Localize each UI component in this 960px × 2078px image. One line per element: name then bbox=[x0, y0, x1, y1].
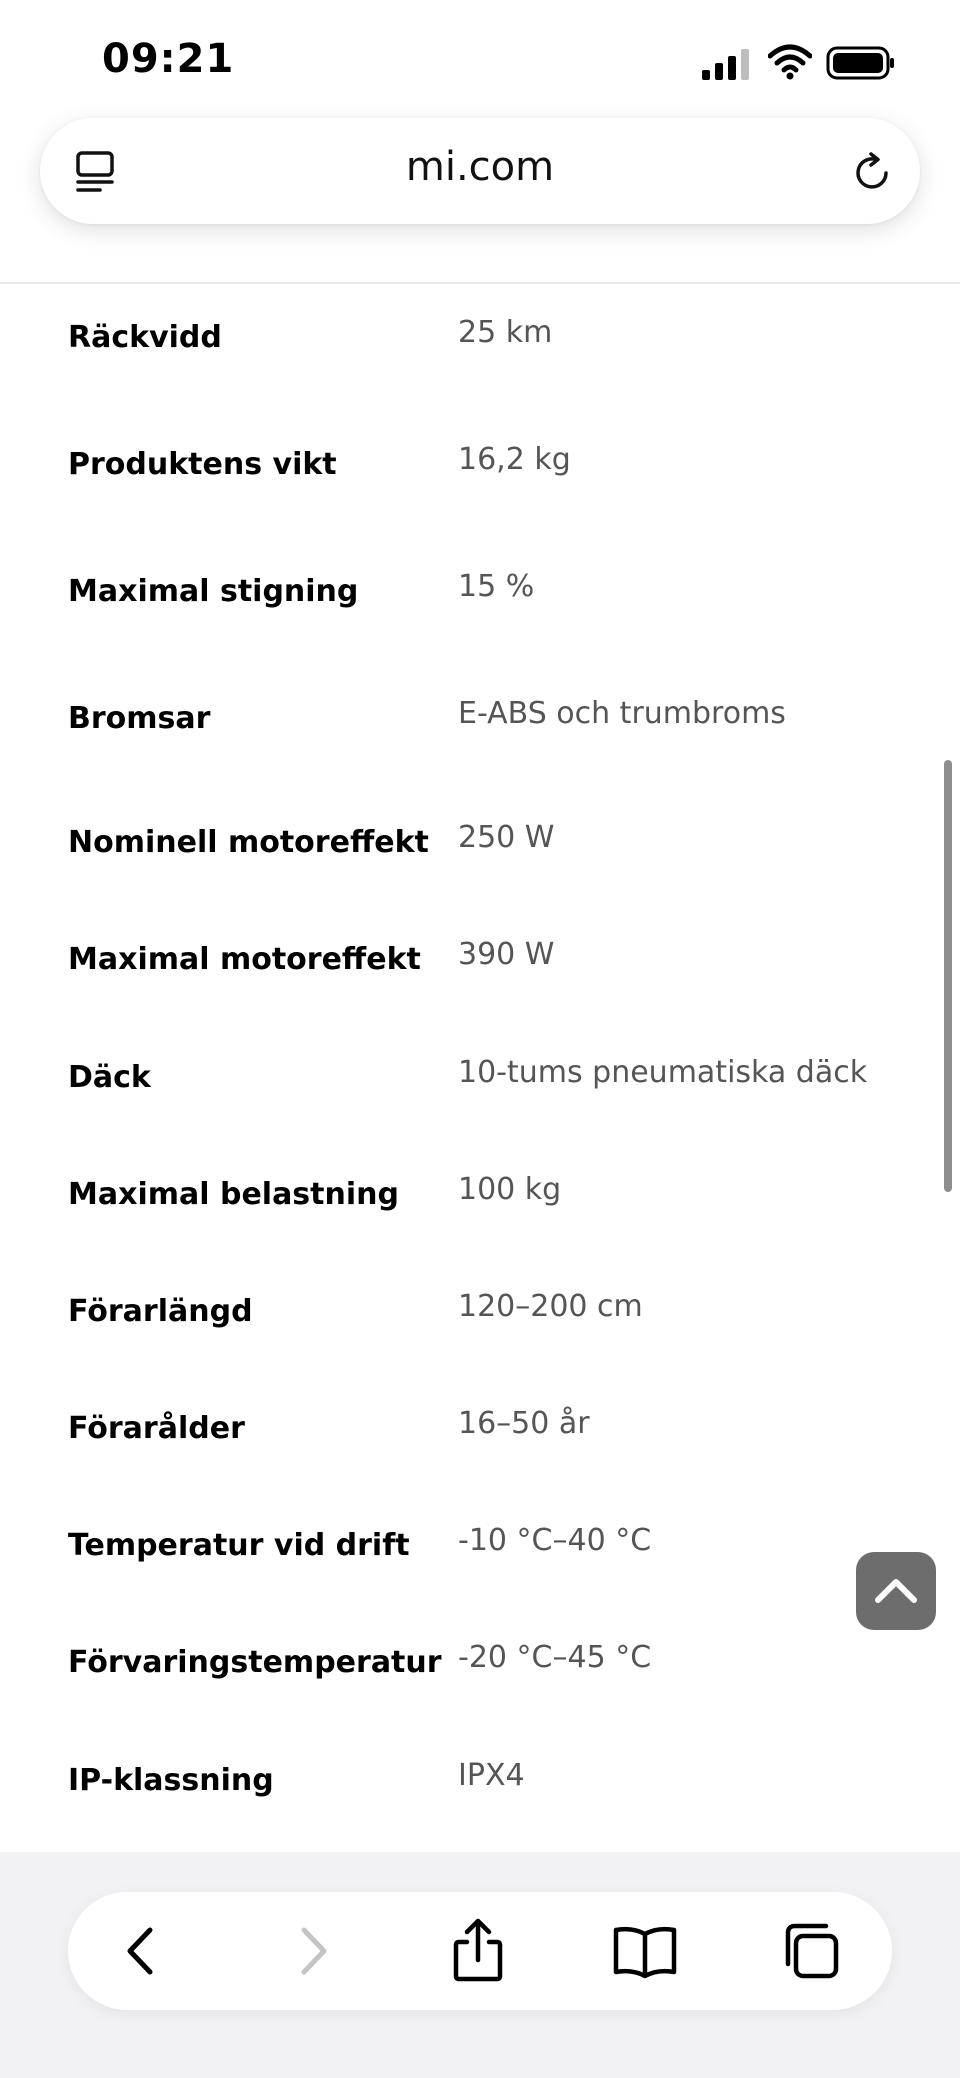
url-text[interactable]: mi.com bbox=[405, 144, 555, 190]
spec-row bbox=[0, 1607, 960, 1687]
back-button[interactable] bbox=[108, 1916, 178, 1986]
reload-icon[interactable] bbox=[852, 152, 894, 194]
spec-label: Bromsar bbox=[68, 701, 211, 736]
spec-label: Temperatur vid drift bbox=[68, 1528, 410, 1563]
spec-row bbox=[0, 282, 960, 362]
spec-label: Förarlängd bbox=[68, 1294, 253, 1329]
spec-value: 25 km bbox=[458, 315, 553, 350]
spec-label: Maximal stigning bbox=[68, 574, 359, 609]
share-button[interactable] bbox=[443, 1916, 513, 1986]
back-to-top-button[interactable] bbox=[856, 1552, 936, 1630]
spec-row bbox=[0, 1373, 960, 1453]
book-icon bbox=[610, 1916, 680, 1986]
spec-label: Förarålder bbox=[68, 1411, 245, 1446]
spec-value: 16,2 kg bbox=[458, 442, 571, 477]
spec-label: Produktens vikt bbox=[68, 447, 337, 482]
spec-label: Däck bbox=[68, 1060, 151, 1095]
spec-row bbox=[0, 1022, 960, 1102]
spec-row bbox=[0, 409, 960, 489]
status-time: 09:21 bbox=[102, 36, 235, 82]
spec-row bbox=[0, 904, 960, 984]
spec-row bbox=[0, 1725, 960, 1805]
tabs-icon bbox=[776, 1916, 846, 1986]
share-icon bbox=[443, 1916, 513, 1986]
forward-button[interactable] bbox=[276, 1916, 346, 1986]
chevron-right-icon bbox=[276, 1916, 346, 1986]
spec-label: Nominell motoreffekt bbox=[68, 825, 429, 860]
browser-address-area bbox=[0, 110, 960, 284]
cellular-signal-icon bbox=[700, 48, 754, 80]
spec-label: Maximal motoreffekt bbox=[68, 942, 421, 977]
battery-icon bbox=[826, 46, 896, 80]
spec-value: 15 % bbox=[458, 569, 535, 604]
spec-row bbox=[0, 536, 960, 616]
spec-row bbox=[0, 1490, 960, 1570]
spec-row bbox=[0, 1256, 960, 1336]
spec-row bbox=[0, 787, 960, 867]
chevron-up-icon bbox=[874, 1572, 918, 1610]
spec-value: E-ABS och trumbroms bbox=[458, 696, 786, 731]
spec-label: Förvaringstemperatur bbox=[68, 1645, 442, 1680]
spec-value: -20 °C–45 °C bbox=[458, 1640, 652, 1675]
spec-label: Maximal belastning bbox=[68, 1177, 399, 1212]
spec-value: IPX4 bbox=[458, 1758, 525, 1793]
page-scrollbar[interactable] bbox=[944, 760, 952, 1192]
toolbar-pill bbox=[68, 1892, 892, 2010]
browser-toolbar bbox=[0, 1852, 960, 2078]
bookmarks-button[interactable] bbox=[610, 1916, 680, 1986]
address-bar[interactable] bbox=[40, 118, 920, 224]
chevron-left-icon bbox=[108, 1916, 178, 1986]
spec-label: IP-klassning bbox=[68, 1763, 274, 1798]
spec-row bbox=[0, 663, 960, 743]
spec-value: 16–50 år bbox=[458, 1406, 590, 1441]
status-bar bbox=[0, 0, 960, 110]
spec-label: Räckvidd bbox=[68, 320, 222, 355]
spec-value: 120–200 cm bbox=[458, 1289, 643, 1324]
spec-value: 100 kg bbox=[458, 1172, 562, 1207]
wifi-icon bbox=[768, 44, 812, 80]
spec-value: -10 °C–40 °C bbox=[458, 1523, 652, 1558]
spec-row bbox=[0, 1139, 960, 1219]
spec-value: 390 W bbox=[458, 937, 555, 972]
spec-value: 10-tums pneumatiska däck bbox=[458, 1055, 868, 1090]
tabs-button[interactable] bbox=[776, 1916, 846, 1986]
spec-value: 250 W bbox=[458, 820, 555, 855]
